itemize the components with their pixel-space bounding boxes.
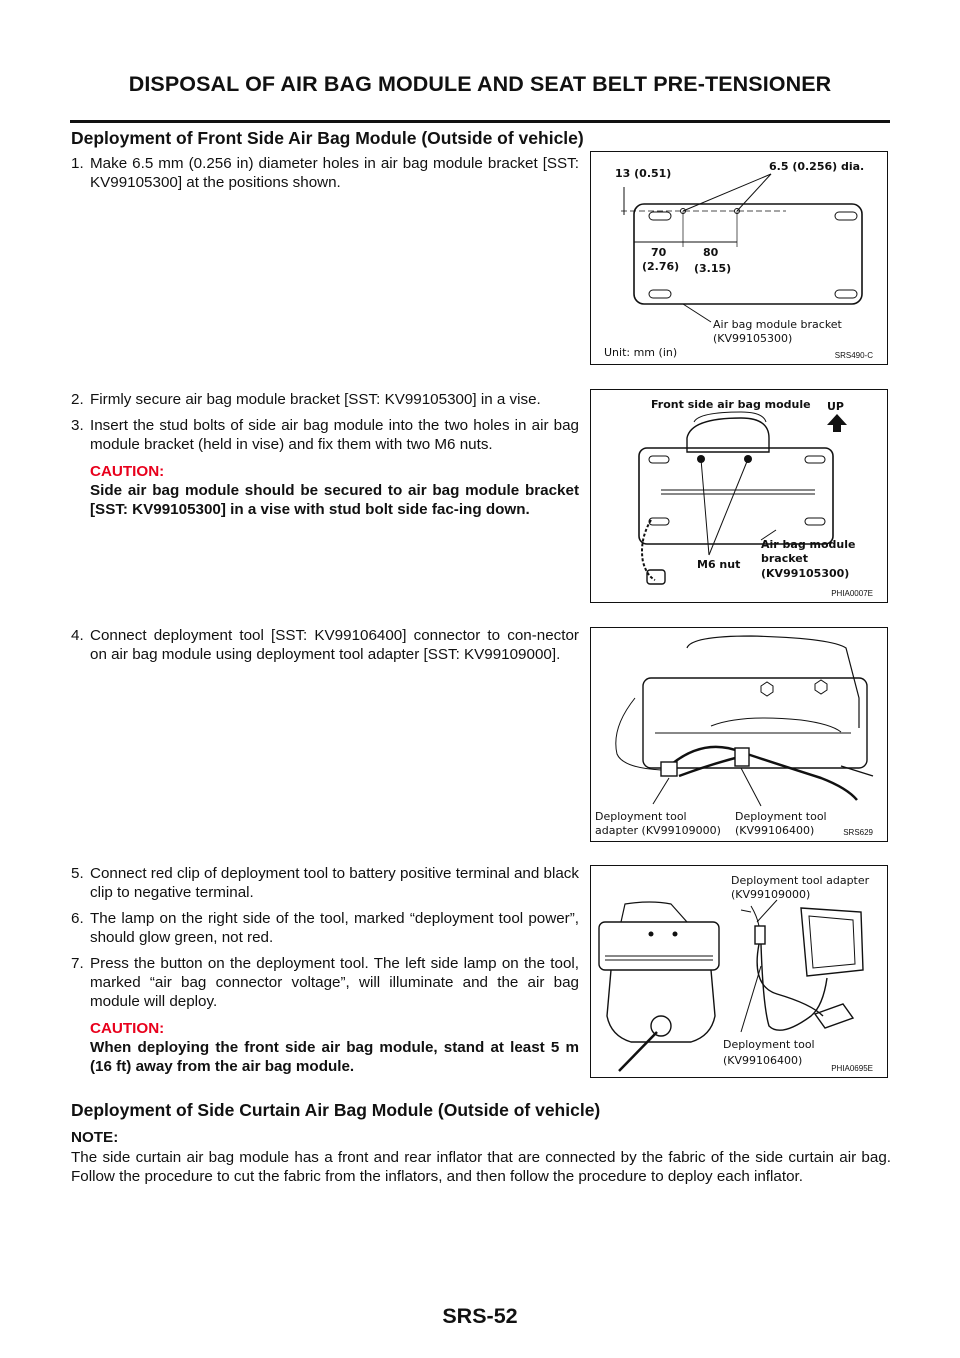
step-number: 5. [71, 865, 84, 882]
tool-label-1: Deployment tool [723, 1038, 815, 1051]
title-rule [70, 120, 890, 123]
bracket-label-3: (KV99105300) [761, 567, 850, 580]
step-number: 1. [71, 155, 84, 172]
step-number: 4. [71, 627, 84, 644]
dim-hole-label: 6.5 (0.256) dia. [769, 160, 865, 173]
step-text: Make 6.5 mm (0.256 in) diameter holes in air bag module bracket [SST: KV99105300] at the positions shown. [90, 155, 579, 191]
tool-label-1: Deployment tool [735, 810, 827, 823]
step-number: 3. [71, 417, 84, 434]
unit-label: Unit: mm (in) [604, 346, 678, 359]
m6-nut-label: M6 nut [697, 558, 741, 571]
figure-code: SRS490-C [834, 351, 873, 360]
dim-70-in-label: (2.76) [642, 260, 680, 273]
page-title: DISPOSAL OF AIR BAG MODULE AND SEAT BELT PRE-TENSIONER [128, 72, 832, 96]
tool-label-2: (KV99106400) [735, 824, 815, 837]
step-number: 7. [71, 955, 84, 972]
caution-label: CAUTION: [90, 463, 165, 480]
dim-13-label: 13 (0.51) [615, 167, 672, 180]
figure-bracket-holes [590, 151, 888, 365]
note-text: The side curtain air bag module has a front and rear inflator that are connected by the fabric of the side curtain air bag. Follow the procedure to cut the fabric from the inflators, and then follow the procedure to deploy each inflator. [71, 1149, 891, 1185]
step-4 [71, 626, 579, 664]
adapter-label-2: (KV99109000) [731, 888, 811, 901]
bracket-label-1: Air bag module [761, 538, 856, 551]
steps-5-7 [71, 864, 579, 1076]
module-label: Front side air bag module [651, 398, 811, 411]
figure-code: PHIA0695E [831, 1064, 873, 1073]
caution-text: Side air bag module should be secured to air bag module bracket [SST: KV99105300] in a vise with stud bolt side fac-ing down. [90, 482, 579, 518]
step-text: Connect deployment tool [SST: KV99106400] connector to con-nector on air bag module using deployment tool adapter [SST: KV99109000]. [90, 627, 579, 663]
bracket-label-2: (KV99105300) [713, 332, 793, 345]
note-label: NOTE: [71, 1129, 119, 1146]
adapter-label-1: Deployment tool adapter [731, 874, 870, 887]
figure-code: SRS629 [843, 828, 873, 837]
page-number: SRS-52 [442, 1304, 518, 1328]
step-text: Connect red clip of deployment tool to battery positive terminal and black clip to negative terminal. [90, 865, 579, 901]
step-text: Insert the stud bolts of side air bag module into the two holes in air bag module bracket (held in vise) and fix them with two M6 nuts. [90, 417, 579, 453]
step-text: The lamp on the right side of the tool, marked “deployment tool power”, should glow green, not red. [90, 910, 579, 946]
adapter-label-2: adapter (KV99109000) [595, 824, 721, 837]
section-heading-front-side: Deployment of Front Side Air Bag Module (Outside of vehicle) [71, 128, 584, 148]
caution-label: CAUTION: [90, 1020, 165, 1037]
section-heading-side-curtain: Deployment of Side Curtain Air Bag Module (Outside of vehicle) [71, 1100, 601, 1120]
dim-80-in-label: (3.15) [694, 262, 732, 275]
step-number: 2. [71, 391, 84, 408]
step-text: Press the button on the deployment tool. The left side lamp on the tool, marked “air bag connector voltage”, will illuminate and the air bag module will deploy. [90, 955, 579, 1010]
tool-label-2: (KV99106400) [723, 1054, 803, 1067]
adapter-label-1: Deployment tool [595, 810, 687, 823]
figure-code: PHIA0007E [831, 589, 873, 598]
figure-vise-mount [590, 389, 888, 603]
dim-80-label: 80 [703, 246, 719, 259]
step-text: Firmly secure air bag module bracket [SST: KV99105300] in a vise. [90, 391, 541, 408]
bracket-label-2: bracket [761, 552, 808, 565]
step-1 [71, 154, 579, 192]
up-label: UP [827, 400, 844, 413]
step-number: 6. [71, 910, 84, 927]
figure-tool-connection [590, 627, 888, 842]
figure-deploy-setup [590, 865, 888, 1078]
steps-2-3 [71, 390, 579, 519]
bracket-label-1: Air bag module bracket [713, 318, 842, 331]
dim-70-label: 70 [651, 246, 667, 259]
caution-text: When deploying the front side air bag module, stand at least 5 m (16 ft) away from the air bag module. [90, 1039, 579, 1075]
